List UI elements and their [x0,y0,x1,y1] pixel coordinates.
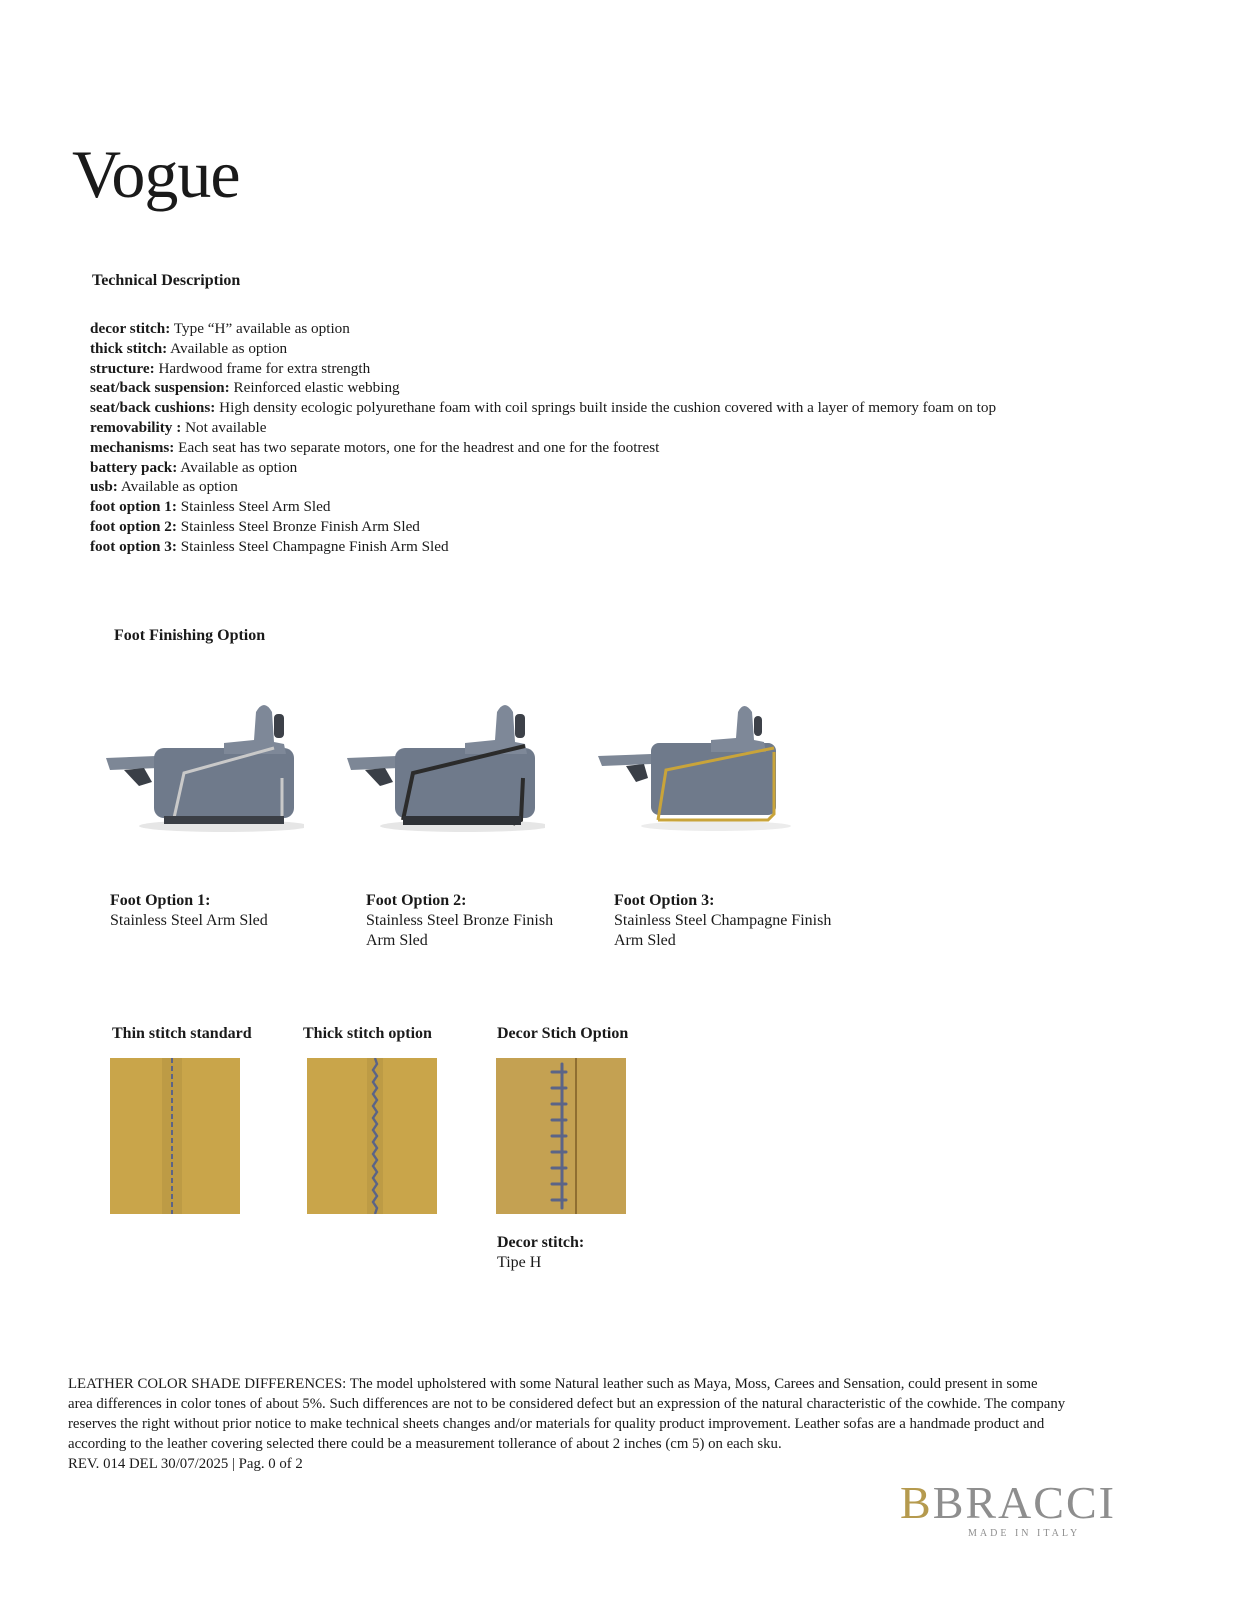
spec-label: foot option 3: [90,537,177,555]
spec-value: Reinforced elastic webbing [229,379,400,397]
spec-value: Available as option [117,478,238,496]
foot-option-desc: Stainless Steel Bronze Finish [366,911,554,929]
bracci-logo [900,1477,1170,1550]
disclaimer-line: reserves the right without prior notice to make technical sheets changes and/or materials for quality product improvement. Leather sofas are a handmade product and [68,1416,1045,1432]
decor-stitch-caption [497,1233,584,1273]
foot-option-2-caption [366,891,553,950]
foot-finishing-heading: Foot Finishing Option [114,627,266,644]
foot-option-title: Foot Option 3: [614,892,715,909]
spec-row [90,497,996,517]
spec-value: Hardwood frame for extra strength [154,359,371,377]
disclaimer-line: LEATHER COLOR SHADE DIFFERENCES: The model upholstered with some Natural leather such as Maya, Moss, Carees and Sensation, could present in some [68,1376,1038,1392]
spec-label: structure: [90,359,155,377]
foot-option-desc: Stainless Steel Arm Sled [110,911,268,929]
spec-value: Available as option [177,458,298,476]
spec-row [90,537,996,557]
spec-list [90,319,996,557]
spec-value: Each seat has two separate motors, one for the headrest and one for the footrest [174,438,660,456]
decor-stitch-swatch [496,1058,626,1214]
spec-label: usb: [90,478,118,496]
logo-wordmark: BRACCI [932,1477,1116,1528]
spec-label: decor stitch: [90,320,171,337]
foot-option-desc: Stainless Steel Champagne Finish [614,911,832,929]
decor-stitch-caption-title: Decor stitch: [497,1234,585,1251]
spec-row [90,418,996,438]
leather-disclaimer [68,1374,1188,1474]
spec-row [90,319,996,339]
spec-value: Stainless Steel Champagne Finish Arm Sled [176,537,449,555]
spec-label: removability : [90,418,182,436]
spec-row [90,378,996,398]
spec-value: Available as option [167,339,288,357]
spec-value: Type “H” available as option [170,320,350,337]
disclaimer-line: according to the leather covering selected there could be a measurement tollerance of about 2 inches (cm 5) on each sku. [68,1436,782,1452]
logo-tagline: MADE IN ITALY [968,1528,1081,1539]
spec-row [90,477,996,497]
decor-stitch-caption-value: Tipe H [497,1253,542,1271]
sofa-foot-option-3-image [596,698,796,848]
foot-option-3-caption [614,891,831,950]
spec-value: Stainless Steel Arm Sled [176,498,331,516]
sofa-foot-option-2-image [345,698,545,848]
thick-stitch-heading: Thick stitch option [303,1025,432,1042]
technical-description-heading: Technical Description [92,272,241,289]
foot-option-title: Foot Option 2: [366,892,467,909]
spec-label: mechanisms: [90,438,175,456]
spec-row [90,359,996,379]
sofa-foot-option-1-image [104,698,304,848]
disclaimer-line: area differences in color tones of about 5%. Such differences are not to be considered defect but an expression of the natural characteristic of the cowhide. The company [68,1396,1066,1412]
foot-option-title: Foot Option 1: [110,892,211,909]
thick-stitch-swatch [307,1058,437,1214]
spec-row [90,398,996,418]
spec-label: foot option 2: [90,517,177,535]
spec-label: seat/back suspension: [90,379,230,397]
spec-label: foot option 1: [90,498,177,516]
spec-label: seat/back cushions: [90,399,216,417]
foot-option-desc: Arm Sled [366,931,428,949]
page-title: Vogue [72,136,240,212]
spec-label: thick stitch: [90,339,168,357]
spec-value: Not available [181,418,267,436]
spec-row [90,339,996,359]
thin-stitch-swatch [110,1058,240,1214]
spec-value: Stainless Steel Bronze Finish Arm Sled [176,517,420,535]
spec-label: battery pack: [90,458,178,476]
spec-row [90,458,996,478]
revision-footer: REV. 014 DEL 30/07/2025 | Pag. 0 of 2 [68,1456,303,1472]
spec-value: High density ecologic polyurethane foam with coil springs built inside the cushion covered with a layer of memory foam on top [215,399,997,417]
logo-monogram-b-icon: B [900,1477,933,1528]
decor-stitch-heading: Decor Stich Option [497,1025,629,1042]
thin-stitch-heading: Thin stitch standard [112,1025,252,1042]
foot-option-1-caption [110,891,268,931]
spec-row [90,517,996,537]
spec-row [90,438,996,458]
foot-option-desc: Arm Sled [614,931,676,949]
